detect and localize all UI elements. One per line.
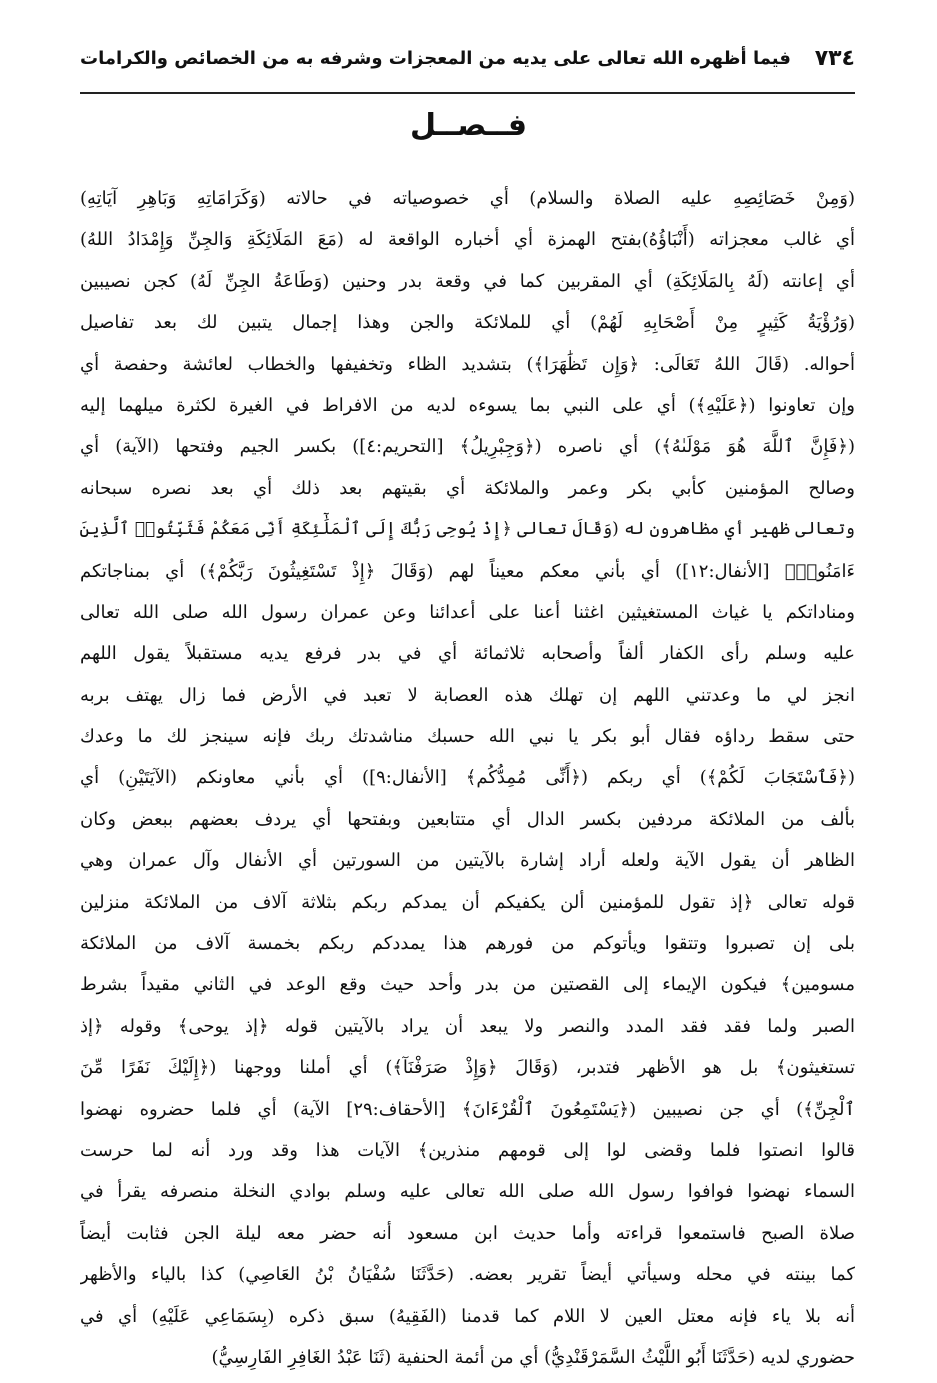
text-line: الظاهر أن يقول الآية ولعله أراد إشارة بالآيتين من السورتين أي الأنفال وآل عمران وهي xyxy=(80,850,855,872)
running-header xyxy=(80,38,855,78)
text-line: وتعالى ظهير أي مظاهرون له (وَقَالَ تعالى ﴿إِذْ يُوحِى رَبُّكَ إِلَى ٱلْمَلَٰٓئِكَةِ أَنِّى مَعَكُمْ فَثَبِّتُوا۟ ٱلَّذِينَ xyxy=(80,519,855,540)
text-line: (﴿فَإِنَّ ٱللَّهَ هُوَ مَوْلَىٰهُ﴾) أي ناصره (﴿وَجِبْرِيلُ﴾ [التحريم:٤]) بكسر الجيم وفتحها (الآية) أي xyxy=(80,436,855,458)
text-line: وإن تعاونوا (﴿عَلَيْهِ﴾) أي على النبي بما يسوءه لديه من الافراط في الغيرة لكثرة ميلهما إليه xyxy=(80,394,855,416)
text-line: (وَرُؤْيَةُ كَثِيرٍ مِنْ أَصْحَابِهِ لَهُمْ) أي للملائكة والجن وهذا إجمال يتبين لك بعد تفاصيل xyxy=(80,312,855,334)
running-header-title: فيما أظهره الله تعالى على يديه من المعجزات وشرفه به من الخصائص والكرامات xyxy=(80,47,791,69)
text-line: تستغيثون﴾ بل هو الأظهر فتدبر، (وَقَالَ ﴿وَإِذْ صَرَفْنَآ﴾) أي أملنا ووجهنا (﴿إِلَيْكَ نَفَرًا مِّنَ xyxy=(80,1057,855,1079)
body-text xyxy=(80,178,855,1378)
text-line: أي غالب معجزاته (أَنْبَاؤُهُ)بفتح الهمزة أي أخباره الواقعة له (مَعَ المَلَائِكَةِ وَالجِنِّ وَإِمْدَادُ اللهُ) xyxy=(80,229,855,251)
section-heading: فــصــل xyxy=(410,108,527,143)
text-line: السماء نهضوا فوافوا رسول الله صلى الله تعالى عليه وسلم بوادي النخلة منصرفه يقرأ في xyxy=(80,1181,855,1203)
text-line: كما بينته في محله وسيأتي أيضاً تقرير بعضه. (حَدَّثَنَا سُفْيَانُ بْنُ العَاصِي) كذا بالياء والأظهر xyxy=(80,1264,855,1286)
page-number: ٧٣٤ xyxy=(814,45,855,71)
text-line: مسومين﴾ فيكون الإيماء إلى القصتين من بدر وأحد حيث وقع الوعد في الثاني مقيداً بشرط xyxy=(80,974,855,996)
text-line: ٱلْجِنِّ﴾) أي جن نصيبين (﴿يَسْتَمِعُونَ ٱلْقُرْءَانَ﴾ [الأحقاف:٢٩] الآية) أي فلما حضروه نهضوا xyxy=(80,1098,855,1120)
text-line: ومناداتكم يا غياث المستغيثين اغثنا أعنا على أعدائنا وعن عمران رسول الله صلى الله تعالى xyxy=(80,601,855,623)
text-line: أي إعانته (لَهُ بِالمَلَائِكَةِ) أي المقربين كما في وقعة بدر وحنين (وَطَاعَةُ الجِنِّ لَهُ) كجن نصيبين xyxy=(80,270,855,292)
text-line: عليه وسلم رأى الكفار ألفاً وأصحابه ثلاثمائة أي في بدر فرفع يديه مستقبلاً يقول اللهم xyxy=(80,643,855,665)
header-divider xyxy=(80,92,855,94)
text-line: بألف من الملائكة مردفين بكسر الدال أي متتابعين وبفتحها أي يردف بعضهم ببعض وكان xyxy=(80,808,855,830)
text-line: وصالح المؤمنين كأبي بكر وعمر والملائكة أي بقيتهم بعد ذلك أي بعد نصره سبحانه xyxy=(80,477,855,499)
text-line: (﴿فَٱسْتَجَابَ لَكُمْ﴾) أي ربكم (﴿أَنِّى مُمِدُّكُم﴾ [الأنفال:٩]) أي بأني معاونكم (الآيَتَيْنِ) أي xyxy=(80,767,855,789)
text-line: انجز لي ما وعدتني اللهم إن تهلك هذه العصابة لا تعبد في الأرض فما زال يهتف بربه xyxy=(80,684,855,706)
text-line: قوله تعالى ﴿إذ تقول للمؤمنين ألن يكفيكم أن يمدكم ربكم بثلاثة آلاف من الملائكة منزلين xyxy=(80,891,855,913)
text-line: حتى سقط رداؤه فقال أبو بكر يا نبي الله حسبك مناشدتك ربك فإنه سينجز لك ما وعدك xyxy=(80,726,855,748)
text-line: أحواله. (قَالَ اللهُ تَعَالَى: ﴿وَإِن تَظَٰهَرَا﴾) بتشديد الظاء وتخفيفها والخطاب لعائشة وحفصة أي xyxy=(80,353,855,375)
text-line: الصبر ولما فقد فقد المدد والنصر ولا يبعد أن يراد بالآيتين قوله ﴿إذ يوحى﴾ وقوله ﴿إذ xyxy=(80,1015,855,1037)
text-line: حضوري لديه (حَدَّثَنَا أَبُو اللَّيْثُ السَّمَرْقَنْدِيُّ) أي من أئمة الحنفية (ثَنَا عَبْدُ الغَافِرِ الفَارِسِيُّ) xyxy=(211,1346,855,1368)
text-line: بلى إن تصبروا وتتقوا ويأتوكم من فورهم هذا يمددكم ربكم بخمسة آلاف من الملائكة xyxy=(80,933,855,955)
text-line: قالوا انصتوا فلما وقضى لوا إلى قومهم منذرين﴾ الآيات هذا وقد ورد أنه لما حرست xyxy=(80,1139,855,1161)
text-line: (وَمِنْ خَصَائِصِهِ عليه الصلاة والسلام) أي خصوصياته في حالاته (وَكَرَامَاتِهِ وَبَاهِرِ آيَاتِهِ) xyxy=(80,188,855,209)
text-line: أنه بلا ياء فإنه معتل العين لا اللام كما قدمنا (الفَقِيهُ) سبق ذكره (بِسَمَاعِي عَلَيْهِ) أي في xyxy=(80,1305,855,1327)
text-line: صلاة الصبح فاستمعوا قراءته وأما حديث ابن مسعود أنه حضر معه ليلة الجن فثابت أيضاً xyxy=(80,1222,855,1244)
text-line: ءَامَنُوا۟﴾ [الأنفال:١٢]) أي بأني معكم معيناً لهم (وَقَالَ ﴿إِذْ تَسْتَغِيثُونَ رَبَّكُمْ﴾) أي بمناجاتكم xyxy=(80,560,855,582)
